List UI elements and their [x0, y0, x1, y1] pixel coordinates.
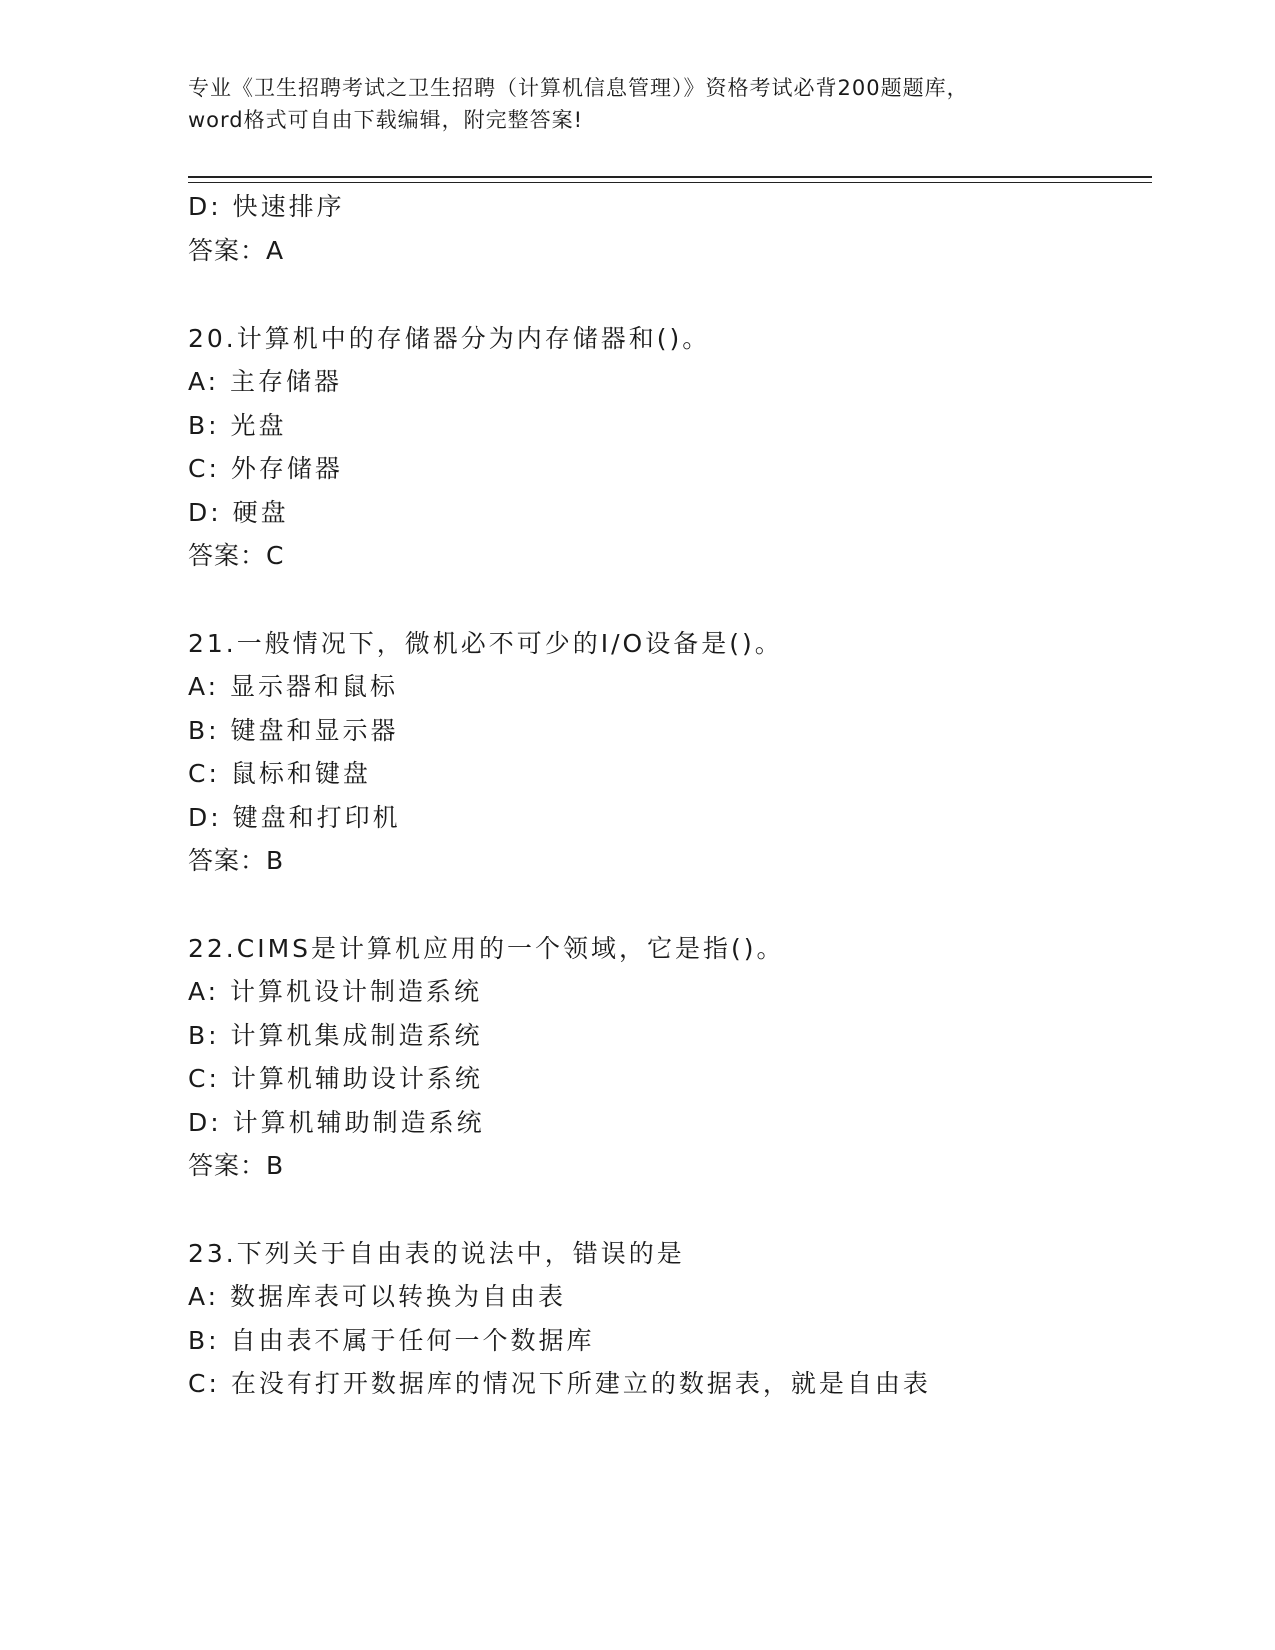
q22-option-d: D: 计算机辅助制造系统 — [188, 1108, 485, 1137]
header-title-line-2: word格式可自由下载编辑，附完整答案! — [188, 108, 584, 132]
q20-question: 20.计算机中的存储器分为内存储器和()。 — [188, 324, 711, 353]
q21-answer: 答案：B — [188, 846, 285, 875]
q23-question: 23.下列关于自由表的说法中，错误的是 — [188, 1239, 685, 1268]
q20-option-c: C: 外存储器 — [188, 454, 343, 483]
q20-option-d: D: 硬盘 — [188, 498, 289, 527]
q23-option-b: B: 自由表不属于任何一个数据库 — [188, 1326, 595, 1355]
q21-option-b: B: 键盘和显示器 — [188, 716, 399, 745]
q21-question: 21.一般情况下，微机必不可少的I/O设备是()。 — [188, 629, 783, 658]
q23-option-a: A: 数据库表可以转换为自由表 — [188, 1282, 567, 1311]
q23-option-c: C: 在没有打开数据库的情况下所建立的数据表，就是自由表 — [188, 1369, 931, 1398]
q22-option-a: A: 计算机设计制造系统 — [188, 977, 483, 1006]
prev-answer: 答案：A — [188, 236, 285, 265]
q20-option-b: B: 光盘 — [188, 411, 287, 440]
q22-answer: 答案：B — [188, 1151, 285, 1180]
header-divider-thick — [188, 176, 1152, 178]
q20-option-a: A: 主存储器 — [188, 367, 343, 396]
document-header — [188, 72, 1088, 136]
q22-option-b: B: 计算机集成制造系统 — [188, 1021, 483, 1050]
header-title-line-1: 专业《卫生招聘考试之卫生招聘（计算机信息管理）》资格考试必背200题题库， — [188, 76, 969, 100]
q21-option-d: D: 键盘和打印机 — [188, 803, 401, 832]
q22-option-c: C: 计算机辅助设计系统 — [188, 1064, 483, 1093]
q21-option-a: A: 显示器和鼠标 — [188, 672, 399, 701]
prev-option-d: D: 快速排序 — [188, 192, 345, 221]
q21-option-c: C: 鼠标和键盘 — [188, 759, 371, 788]
q22-question: 22.CIMS是计算机应用的一个领域，它是指()。 — [188, 934, 785, 963]
header-divider-thin — [188, 182, 1152, 183]
q20-answer: 答案：C — [188, 541, 285, 570]
